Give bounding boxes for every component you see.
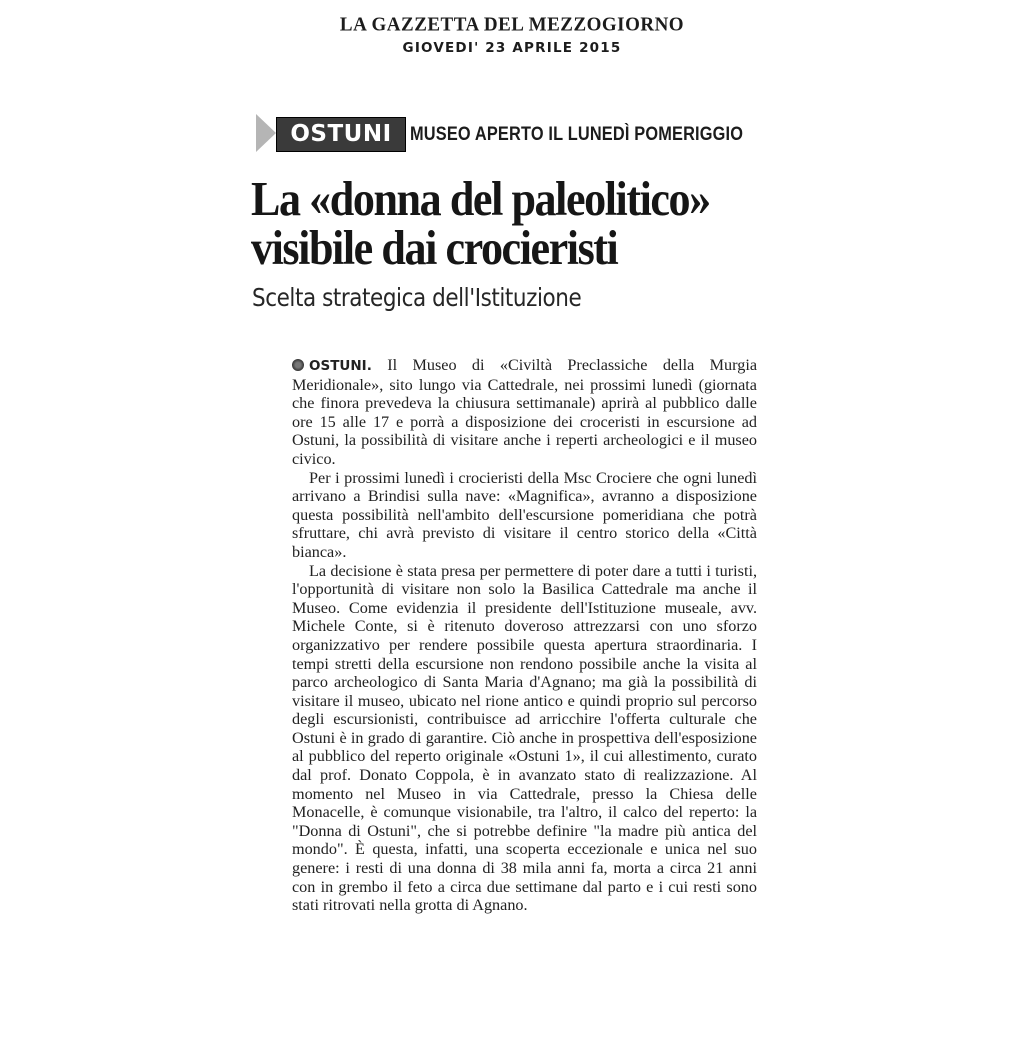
- headline: [251, 171, 755, 275]
- headline-line-2: visibile dai crocieristi: [251, 220, 618, 275]
- newspaper-name: LA GAZZETTA DEL MEZZOGIORNO: [339, 13, 685, 36]
- article-paragraph-1: [292, 356, 757, 469]
- kicker-tag: OSTUNI: [276, 117, 406, 152]
- bullet-icon: [292, 359, 304, 371]
- dateline: OSTUNI.: [309, 358, 372, 374]
- publication-date: GIOVEDI' 23 APRILE 2015: [402, 40, 622, 56]
- kicker-text: MUSEO APERTO IL LUNEDÌ POMERIGGIO: [410, 124, 744, 145]
- article-body: [292, 356, 757, 915]
- kicker-arrow-icon: [256, 114, 276, 152]
- subheadline: Scelta strategica dell'Istituzione: [252, 283, 582, 312]
- article-paragraph-3: La decisione è stata presa per permettere di poter dare a tutti i turisti, l'opportunità di visitare non solo la Basilica Cattedrale ma anche il Museo. Come evidenzia il presidente dell'Istituzione museale, avv. Michele Conte, si è ritenuto doveroso attrezzarsi con uno sforzo organizzativo per rendere possibile questa apertura straordinaria. I tempi stretti della escursione non rendono possibile anche la visita al parco archeologico di Santa Maria d'Agnano; ma già la possibilità di visitare il museo, ubicato nel rione antico e quindi proprio sul percorso degli escursionisti, contribuisce ad arricchire l'offerta culturale che Ostuni è in grado di garantire. Ciò anche in prospettiva dell'esposizione al pubblico del reperto originale «Ostuni 1», il cui allestimento, curato dal prof. Donato Coppola, è in avanzato stato di realizzazione. Al momento nel Museo in via Cattedrale, presso la Chiesa delle Monacelle, è comunque visionabile, tra l'altro, il calco del reperto: la "Donna di Ostuni", che si potrebbe definire "la madre più antica del mondo". È questa, infatti, una scoperta eccezionale e unica nel suo genere: i resti di una donna di 38 mila anni fa, morta a circa 21 anni con in grembo il feto a circa due settimane dal parto e i cui resti sono stati ritrovati nella grotta di Agnano.: [292, 561, 757, 915]
- paragraph-text: Il Museo di «Civiltà Preclassiche della Murgia Meridionale», sito lungo via Cattedrale, nei prossimi lunedì (giornata che finora prevedeva la chiusura settimanale) aprirà al pubblico dalle ore 15 alle 17 e porrà a disposizione dei croceristi in escursione ad Ostuni, la possibilità di visitare anche i reperti archeologici e il museo civico.: [292, 356, 758, 468]
- article-paragraph-2: Per i prossimi lunedì i crocieristi della Msc Crociere che ogni lunedì arrivano a Brindisi sulla nave: «Magnifica», avranno a disposizione questa possibilità nell'ambito dell'escursione pomeridiana che potrà sfruttare, chi avrà previsto di visitare il centro storico della «Città bianca».: [292, 468, 757, 561]
- headline-line-1: La «donna del paleolitico»: [251, 171, 710, 226]
